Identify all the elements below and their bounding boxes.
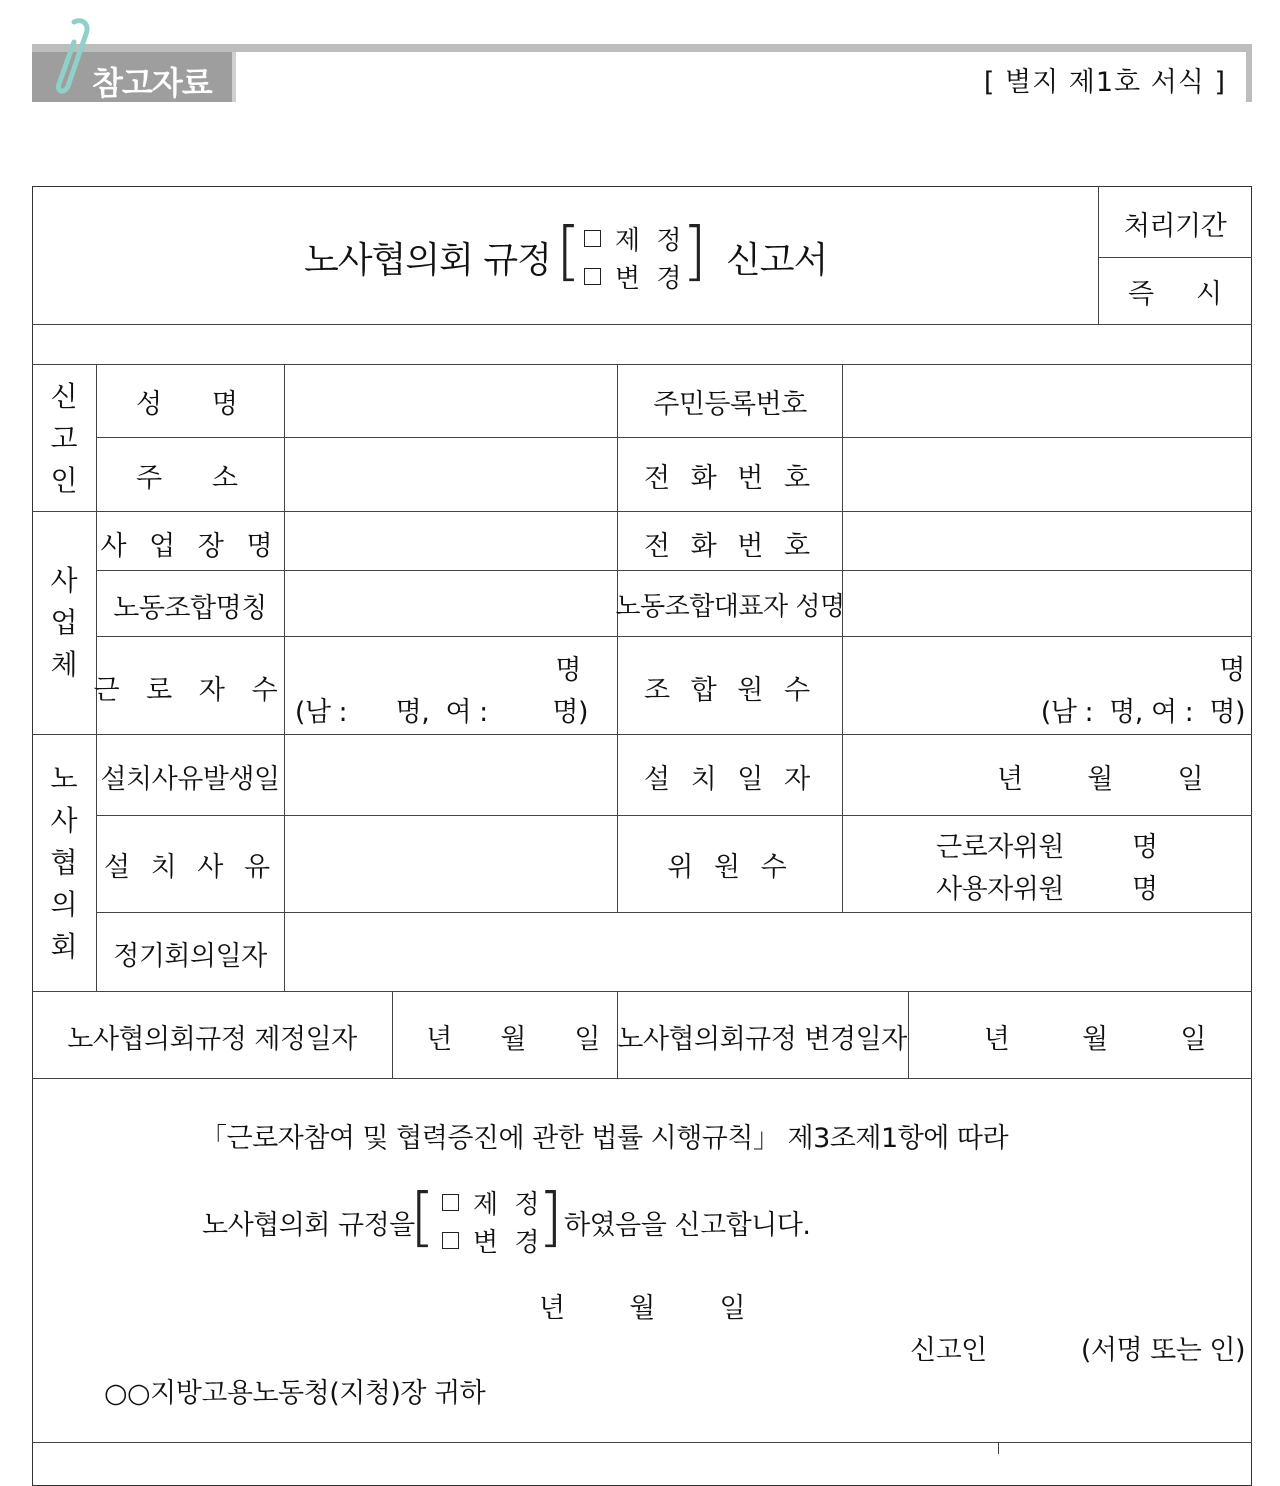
regular-meeting-field[interactable]	[294, 918, 1244, 984]
col-divider	[1098, 186, 1099, 324]
row-divider	[32, 1442, 1252, 1443]
rrn-field[interactable]	[852, 372, 1244, 432]
checkbox-icon[interactable]	[442, 1232, 459, 1249]
form-title-suffix: 신고서	[726, 240, 828, 281]
cause-date-field[interactable]	[294, 742, 612, 810]
union-rep-label: 노동조합대표자 성명	[615, 592, 845, 622]
checkbox-icon[interactable]	[442, 1194, 459, 1211]
row-divider	[32, 991, 1252, 992]
workers-breakdown[interactable]: (남 : 명, 여 : 명)	[294, 697, 588, 728]
union-name-field[interactable]	[294, 576, 612, 630]
row-divider	[32, 1078, 1252, 1079]
declaration-date[interactable]: 년 월 일	[538, 1293, 746, 1324]
row-divider	[32, 364, 1252, 365]
rrn-label: 주민등록번호	[653, 389, 807, 420]
paperclip-icon	[52, 16, 92, 96]
row-divider	[32, 324, 1252, 325]
employer-members-label: 사용자위원	[936, 874, 1064, 905]
title-option-enact[interactable]: 제 정	[584, 220, 686, 257]
reporter-label: 신고인	[910, 1335, 987, 1366]
workers-unit: 명	[555, 655, 581, 686]
title-bracket-left: [	[556, 215, 581, 289]
col-divider	[908, 991, 909, 1078]
declaration-bracket-right: ]	[538, 1181, 563, 1255]
address-field[interactable]	[294, 446, 612, 506]
row-divider	[1098, 257, 1252, 258]
declaration-suffix: 하였음을 신고합니다.	[564, 1210, 811, 1241]
checkbox-icon[interactable]	[584, 230, 601, 247]
col-divider	[617, 364, 618, 912]
install-reason-field[interactable]	[294, 822, 612, 906]
cause-date-label: 설치사유발생일	[100, 764, 280, 795]
col-divider	[842, 364, 843, 912]
legal-basis: 「근로자참여 및 협력증진에 관한 법률 시행규칙」 제3조제1항에 따라	[200, 1123, 1009, 1154]
title-option-change[interactable]: 변 경	[584, 258, 686, 295]
phone-label: 전 화 번 호	[643, 463, 817, 494]
col-divider	[392, 991, 393, 1078]
phone-field[interactable]	[852, 446, 1244, 506]
address-label: 주 소	[136, 463, 244, 494]
union-name-label: 노동조합명칭	[113, 593, 267, 624]
declaration-option-enact[interactable]: 제 정	[442, 1184, 544, 1221]
form-title: 노사협의회 규정	[304, 240, 551, 281]
members-breakdown[interactable]: (남 : 명, 여 : 명)	[1040, 697, 1245, 728]
row-divider	[96, 636, 1252, 637]
change-date-label: 노사협의회규정 변경일자	[617, 1024, 907, 1055]
row-divider	[32, 734, 1252, 735]
members-label: 조 합 원 수	[643, 675, 817, 706]
workplace-field[interactable]	[294, 518, 612, 566]
committee-count-label: 위 원 수	[667, 852, 793, 883]
regular-meeting-label: 정기회의일자	[113, 941, 267, 972]
name-field[interactable]	[294, 372, 612, 432]
section-business: 사 업 체	[50, 564, 78, 681]
row-divider	[32, 511, 1252, 512]
row-divider	[96, 815, 1252, 816]
form-number: [ 별지 제1호 서식 ]	[983, 67, 1226, 98]
signature-label[interactable]: (서명 또는 인)	[1080, 1335, 1245, 1366]
processing-period-value-2: 시	[1196, 279, 1222, 310]
declaration-bracket-left: [	[410, 1181, 435, 1255]
reference-tab-label: 참고자료	[92, 64, 212, 102]
change-date-value[interactable]: 년 월 일	[983, 1024, 1206, 1055]
install-reason-label: 설 치 사 유	[103, 852, 277, 883]
name-label: 성 명	[136, 389, 244, 420]
col-divider	[998, 1442, 999, 1454]
workers-label: 근 로 자 수	[93, 675, 287, 706]
union-rep-field[interactable]	[852, 576, 1244, 630]
workplace-phone-label: 전 화 번 호	[643, 531, 817, 562]
header-rule-end	[1246, 44, 1252, 102]
section-council: 노 사 협 의 회	[50, 762, 78, 963]
title-bracket-right: ]	[682, 215, 707, 289]
enact-date-value[interactable]: 년 월 일	[426, 1024, 600, 1055]
row-divider	[96, 912, 1252, 913]
processing-period-value-1: 즉	[1128, 279, 1154, 310]
addressee: ○○지방고용노동청(지청)장 귀하	[104, 1378, 486, 1409]
install-date-value[interactable]: 년 월 일	[996, 764, 1204, 795]
checkbox-icon[interactable]	[584, 268, 601, 285]
employer-members-unit: 명	[1132, 874, 1158, 905]
row-divider	[96, 437, 1252, 438]
worker-members-unit: 명	[1132, 832, 1158, 863]
section-reporter: 신 고 인	[50, 380, 78, 497]
members-unit: 명	[1219, 655, 1245, 686]
processing-period-label: 처리기간	[1123, 211, 1227, 242]
enact-date-label: 노사협의회규정 제정일자	[67, 1024, 357, 1055]
row-divider	[96, 570, 1252, 571]
worker-members-label: 근로자위원	[936, 832, 1064, 863]
install-date-label: 설 치 일 자	[643, 764, 817, 795]
workplace-phone-field[interactable]	[852, 518, 1244, 566]
workplace-label: 사 업 장 명	[100, 531, 280, 562]
declaration-prefix: 노사협의회 규정을	[202, 1210, 415, 1241]
declaration-option-change[interactable]: 변 경	[442, 1222, 544, 1259]
header-rule	[32, 44, 1252, 52]
